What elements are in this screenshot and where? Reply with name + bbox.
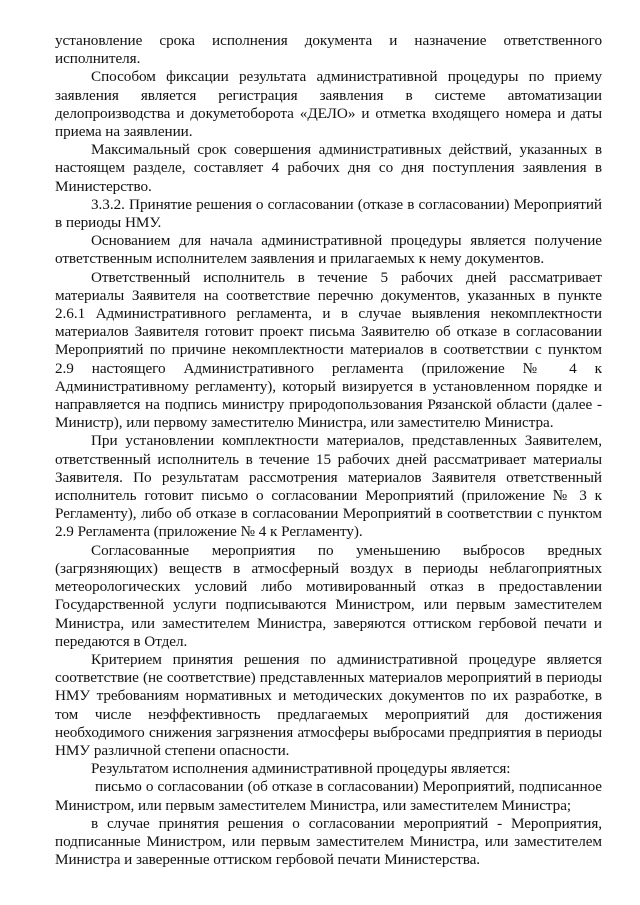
- paragraph-review-materials: При установлении комплектности материалов, представленных Заявителем, ответственный исполнитель в течение 15 рабочих дней рассматривает материалы Заявителя. По результатам рассмотрения материалов Заявителя ответственный исполнитель готовит письмо о согласовании Мероприятий (приложение № 3 к Регламенту), либо об отказе в согласовании Мероприятий в соответствии с пунктом 2.9 Регламента (приложение № 4 к Регламенту).: [55, 432, 602, 541]
- paragraph-result-letter: письмо о согласовании (об отказе в согласовании) Мероприятий, подписанное Министром, или первым заместителем Министра, или заместителем Министра;: [55, 778, 602, 814]
- paragraph-result-measures: в случае принятия решения о согласовании мероприятий - Мероприятия, подписанные Министром, или первым заместителем Министра, или заместителем Министра и заверенные оттиском гербовой печати Министерства.: [55, 814, 602, 869]
- paragraph-basis: Основанием для начала административной процедуры является получение ответственным исполнителем заявления и прилагаемых к нему документов.: [55, 232, 602, 268]
- paragraph-max-term: Максимальный срок совершения административных действий, указанных в настоящем разделе, составляет 4 рабочих дня со дня поступления заявления в Министерство.: [55, 141, 602, 195]
- paragraph-review-completeness: Ответственный исполнитель в течение 5 рабочих дней рассматривает материалы Заявителя на соответствие перечню документов, указанных в пункте 2.6.1 Административного регламента, и в случае выявления некомплектности материалов Заявителя готовит проект письма Заявителю об отказе в согласовании Мероприятий по причине некомплектности материалов в соответствии с пунктом 2.9 настоящего Административного регламента (приложение № 4 к Административному регламенту), который визируется в установленном порядке и направляется на подпись министру природопользования Рязанской области (далее - Министр), или первому заместителю Министра, или заместителю Министра.: [55, 268, 602, 432]
- paragraph-criterion: Критерием принятия решения по административной процедуре является соответствие (не соответствие) представленных материалов мероприятий в периоды НМУ требованиям нормативных и методических документов по их разработке, в том числе неэффективность предлагаемых мероприятий для достижения необходимого снижения загрязнения атмосферы выбросами предприятия в периоды НМУ различной степени опасности.: [55, 650, 602, 759]
- paragraph-result-intro: Результатом исполнения административной процедуры является:: [91, 760, 511, 778]
- paragraph-continuation: установление срока исполнения документа и назначение ответственного исполнителя.: [55, 32, 602, 68]
- paragraph-approved-measures: Согласованные мероприятия по уменьшению выбросов вредных (загрязняющих) веществ в атмосферный воздух в периоды неблагоприятных метеорологических условий либо мотивированный отказ в предоставлении Государственной услуги подписываются Министром, или первым заместителем Министра, или заместителем Министра, заверяются оттиском гербовой печати и передаются в Отдел.: [55, 541, 602, 650]
- section-heading-3-3-2: 3.3.2. Принятие решения о согласовании (отказе в согласовании) Мероприятий в периоды НМУ.: [55, 195, 602, 232]
- paragraph-registration-method: Способом фиксации результата административной процедуры по приему заявления является регистрация заявления в системе автоматизации делопроизводства и докуметоборота «ДЕЛО» и отметка входящего номера и даты приема на заявлении.: [55, 68, 602, 141]
